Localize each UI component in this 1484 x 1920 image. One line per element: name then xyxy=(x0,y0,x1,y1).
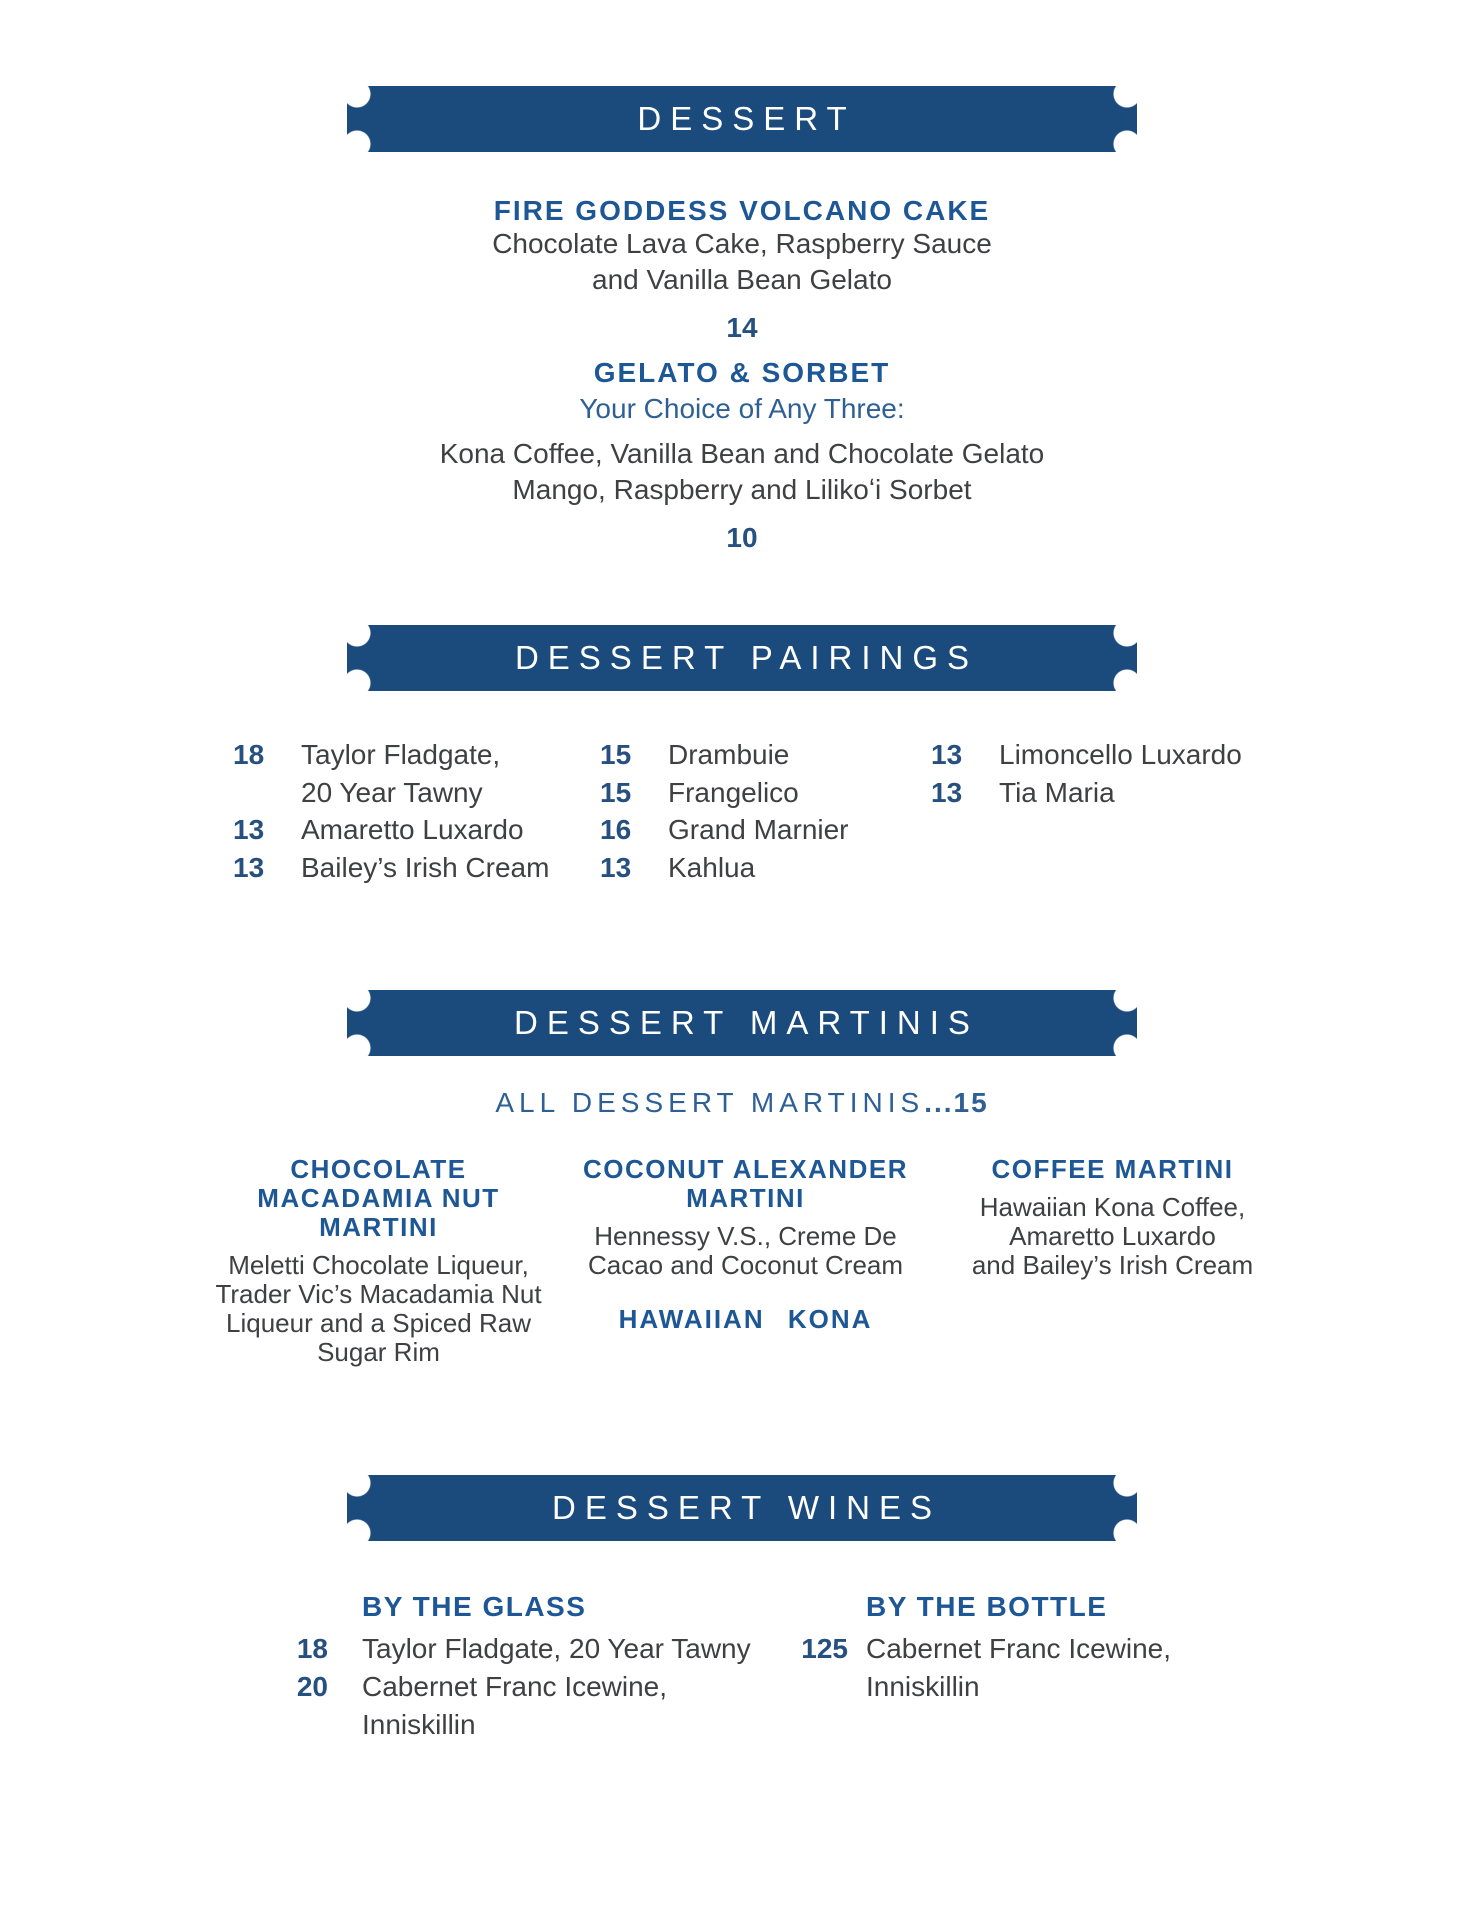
pairing-row xyxy=(600,736,849,774)
pairings-banner-title: DESSERT PAIRINGS xyxy=(514,639,979,676)
pairings-column-1 xyxy=(233,736,549,886)
description-line: Meletti Chocolate Liqueur, xyxy=(228,1250,529,1280)
description-line: Liqueur and a Spiced Raw xyxy=(226,1308,531,1338)
wines-by-the-glass xyxy=(280,1592,751,1744)
pairing-row xyxy=(233,736,549,774)
item-name: FIRE GODDESS VOLCANO CAKE xyxy=(493,195,991,226)
pairing-row xyxy=(233,811,549,849)
wine-row xyxy=(280,1630,751,1668)
description-line: Sugar Rim xyxy=(317,1337,440,1367)
pairing-row xyxy=(931,774,1242,812)
wines-section-banner xyxy=(347,1475,1137,1541)
wines-glass-heading: BY THE GLASS xyxy=(362,1591,587,1622)
menu-item-gelato-sorbet xyxy=(0,358,1484,554)
item-description xyxy=(0,226,1484,298)
description-line: Mango, Raspberry and Lilikoʻi Sorbet xyxy=(512,474,972,505)
item-subtitle: Your Choice of Any Three: xyxy=(579,393,905,424)
pairing-price: 15 xyxy=(600,776,632,808)
menu-item-coconut-alexander-martini xyxy=(562,1155,929,1367)
martinis-note-label: ALL DESSERT MARTINIS xyxy=(495,1087,925,1118)
wine-price: 125 xyxy=(801,1633,848,1664)
pairing-name: Limoncello Luxardo xyxy=(999,739,1242,770)
pairings-column-3 xyxy=(931,736,1242,811)
title-line: MARTINI xyxy=(686,1183,805,1213)
wine-name: Inniskillin xyxy=(866,1671,980,1702)
description-line: Hennessy V.S., Creme De xyxy=(594,1221,897,1251)
wines-bottle-heading: BY THE BOTTLE xyxy=(866,1591,1108,1622)
description-line: Hawaiian Kona Coffee, xyxy=(979,1192,1246,1222)
description-line: Trader Vic’s Macadamia Nut xyxy=(215,1279,542,1309)
description-line: and Vanilla Bean Gelato xyxy=(592,264,892,295)
item-price: 14 xyxy=(726,312,758,343)
title-line: COFFEE MARTINI xyxy=(991,1154,1234,1184)
pairing-row xyxy=(931,736,1242,774)
pairing-row xyxy=(600,774,849,812)
pairing-name: Drambuie xyxy=(668,739,790,770)
pairing-row xyxy=(233,774,549,812)
description-line: Chocolate Lava Cake, Raspberry Sauce xyxy=(492,228,992,259)
wines-banner-title: DESSERT WINES xyxy=(551,1489,941,1526)
item-description xyxy=(562,1222,929,1280)
wine-row xyxy=(280,1668,751,1706)
wine-price: 20 xyxy=(296,1671,328,1702)
wine-row xyxy=(788,1668,1171,1706)
pairing-price: 18 xyxy=(233,739,265,770)
wine-price: 18 xyxy=(296,1633,328,1664)
title-line: MACADAMIA NUT xyxy=(257,1183,500,1213)
wine-row xyxy=(788,1630,1171,1668)
pairing-name: Amaretto Luxardo xyxy=(301,814,524,845)
item-description xyxy=(929,1193,1296,1280)
item-name xyxy=(929,1155,1296,1184)
dessert-section-banner xyxy=(347,86,1137,152)
hawaiian-kona-heading: HAWAIIAN KONA xyxy=(618,1304,873,1334)
item-price: 10 xyxy=(726,522,758,553)
pairing-price: 13 xyxy=(233,851,265,883)
item-name xyxy=(562,1155,929,1213)
pairing-name: Bailey’s Irish Cream xyxy=(301,851,550,883)
pairing-name: Taylor Fladgate, xyxy=(301,739,501,770)
pairing-price xyxy=(233,774,263,812)
wine-name: Cabernet Franc Icewine, xyxy=(866,1633,1172,1664)
wine-row xyxy=(280,1706,751,1744)
pairing-row xyxy=(600,811,849,849)
pairing-name: Grand Marnier xyxy=(668,814,849,845)
description-line: Kona Coffee, Vanilla Bean and Chocolate Gelato xyxy=(439,438,1045,469)
item-description xyxy=(0,436,1484,508)
item-name: GELATO & SORBET xyxy=(593,357,891,388)
pairing-row xyxy=(600,849,849,887)
pairings-section-banner xyxy=(347,625,1137,691)
pairing-name: Kahlua xyxy=(668,851,756,883)
description-line: Amaretto Luxardo xyxy=(1009,1221,1216,1251)
martinis-note-price: ...15 xyxy=(924,1087,989,1118)
description-line: Cacao and Coconut Cream xyxy=(587,1250,904,1280)
item-name xyxy=(195,1155,562,1242)
wines-by-the-bottle xyxy=(788,1592,1171,1706)
wine-price xyxy=(788,1668,848,1706)
pairings-list xyxy=(0,736,1484,896)
martinis-section-banner xyxy=(347,990,1137,1056)
wine-name: Cabernet Franc Icewine, xyxy=(362,1671,668,1702)
pairing-name: Tia Maria xyxy=(999,776,1115,808)
pairing-row xyxy=(233,849,549,887)
title-line: COCONUT ALEXANDER xyxy=(583,1154,908,1184)
pairing-name: Frangelico xyxy=(668,776,799,808)
description-line: and Bailey’s Irish Cream xyxy=(971,1250,1254,1280)
item-description xyxy=(195,1251,562,1367)
wine-name: Taylor Fladgate, 20 Year Tawny xyxy=(362,1633,751,1664)
wine-price xyxy=(280,1706,328,1744)
menu-item-chocolate-macadamia-martini xyxy=(195,1155,562,1367)
pairings-column-2 xyxy=(600,736,849,886)
pairing-price: 13 xyxy=(600,851,632,883)
wine-name: Inniskillin xyxy=(362,1709,476,1740)
title-line: CHOCOLATE xyxy=(290,1154,467,1184)
pairing-price: 16 xyxy=(600,814,632,845)
martinis-banner-title: DESSERT MARTINIS xyxy=(514,1004,979,1041)
pairing-name: 20 Year Tawny xyxy=(301,776,483,808)
wines-list xyxy=(0,1592,1484,1772)
pairing-price: 13 xyxy=(931,739,963,770)
pairing-price: 15 xyxy=(600,739,632,770)
martinis-list xyxy=(195,1155,1296,1367)
menu-item-fire-goddess xyxy=(0,196,1484,344)
pairing-price: 13 xyxy=(931,776,963,808)
menu-item-coffee-martini xyxy=(929,1155,1296,1367)
martinis-price-note xyxy=(0,1085,1484,1121)
dessert-banner-title: DESSERT xyxy=(637,100,856,137)
title-line: MARTINI xyxy=(319,1212,438,1242)
pairing-price: 13 xyxy=(233,814,265,845)
